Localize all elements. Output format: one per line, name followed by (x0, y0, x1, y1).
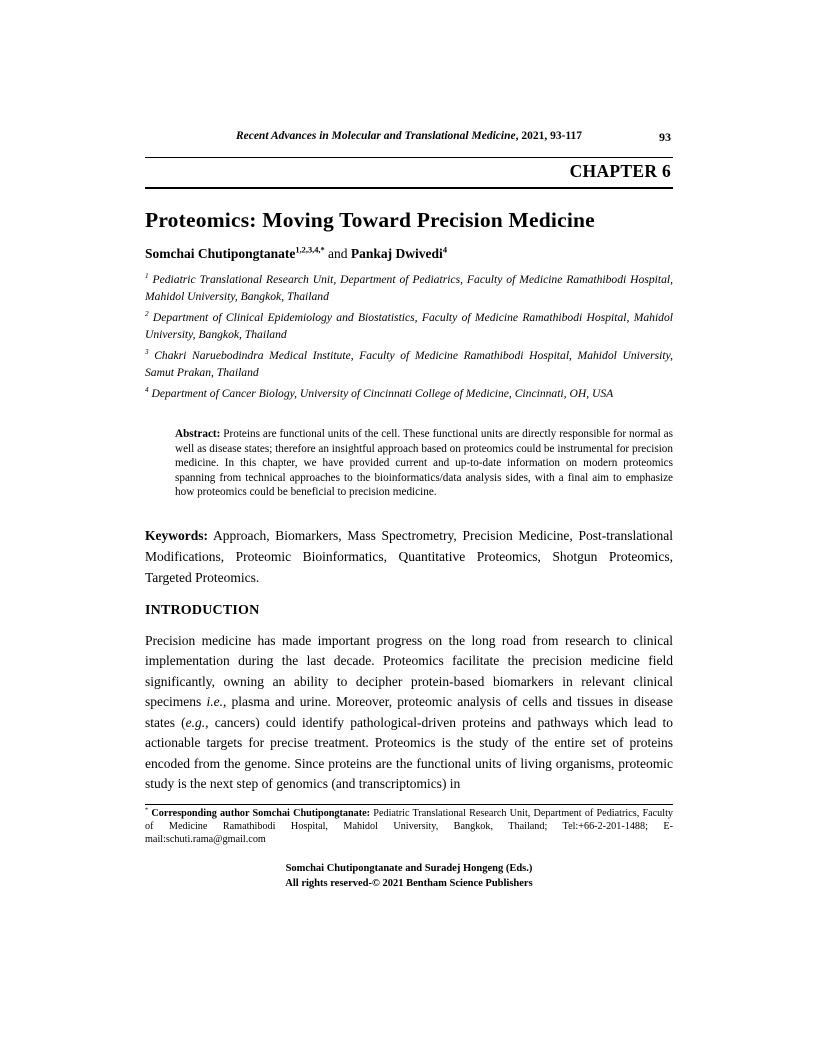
authors-line: Somchai Chutipongtanate$^{1,2,3,4,*}$ and Pankaj Dwivedi$^4$ (145, 245, 447, 261)
chapter-label: CHAPTER 6 (569, 161, 671, 181)
affiliation-4: $^4$ Department of Cancer Biology, University of Cincinnati College of Medicine, Cincinnati, OH, USA (145, 386, 614, 401)
publisher-footer (145, 862, 673, 890)
running-head-title: Recent Advances in Molecular and Translational Medicine, 2021, 93-117 (235, 130, 583, 142)
section-heading-introduction: INTRODUCTION (145, 602, 260, 618)
publisher-footer-line-1: Somchai Chutipongtanate and Suradej Hongeng (Eds.) (285, 863, 533, 875)
intro-paragraph: Precision medicine has made important progress on the long road from research to clinical implementation during the last decade. Proteomics facilitate the precision medicine field significantly, owning an ability to decipher protein-based biomarkers in relevant clinical specimens i.e., plasma and urine. Moreover, proteomic analysis of cells and tissues in disease states (e.g., cancers) could identify pathological-driven proteins and pathways which lead to actionable targets for precise treatment. Proteomics is the study of the entire set of proteins encoded from the genome. Since proteins are the functional units of living organisms, proteomic study is the next step of genomics (and transcriptomics) in (145, 632, 673, 792)
abstract: Abstract: Proteins are functional units of the cell. These functional units are directly responsible for normal as well as disease states; therefore an insightful approach based on proteomics could be instrumental for precision medicine. In this chapter, we have provided current and up-to-date information on modern proteomics spanning from technical approaches to the bioinformatics/data analysis sides, with a final aim to emphasize how proteomics could be beneficial to precision medicine. (175, 428, 673, 499)
corresponding-author-footnote: * Corresponding author Somchai Chutipongtanate: Pediatric Translational Research Unit, Department of Pediatrics, Faculty of Medicine Ramathibodi Hospital, Mahidol University, Bangkok, Thailand; Tel:+66-2-201-1488; E-mail:schuti.rama@gmail.com (145, 806, 674, 845)
affiliation-2: $^2$ Department of Clinical Epidemiology and Biostatistics, Faculty of Medicine Ramathibodi Hospital, Mahidol University, Bangkok, Thailand (145, 310, 673, 342)
affiliation-1: $^1$ Pediatric Translational Research Unit, Department of Pediatrics, Faculty of Medicine Ramathibodi Hospital, Mahidol University, Bangkok, Thailand (145, 272, 673, 304)
running-head (145, 130, 673, 145)
chapter-title: Proteomics: Moving Toward Precision Medicine (145, 208, 595, 232)
publisher-footer-line-2: All rights reserved-© 2021 Bentham Science Publishers (285, 877, 533, 889)
page-content (145, 130, 673, 891)
page-number: 93 (659, 130, 671, 144)
footnote-rule (145, 804, 673, 805)
affiliations (145, 271, 673, 402)
keywords: Keywords: Approach, Biomarkers, Mass Spectrometry, Precision Medicine, Post-translational Modifications, Proteomic Bioinformatics, Quantitative Proteomics, Shotgun Proteomics, Targeted Proteomics. (145, 528, 673, 585)
header-rule-bottom (145, 187, 673, 189)
affiliation-3: $^3$ Chakri Naruebodindra Medical Institute, Faculty of Medicine Ramathibodi Hospital, Mahidol University, Samut Prakan, Thailand (145, 348, 673, 380)
